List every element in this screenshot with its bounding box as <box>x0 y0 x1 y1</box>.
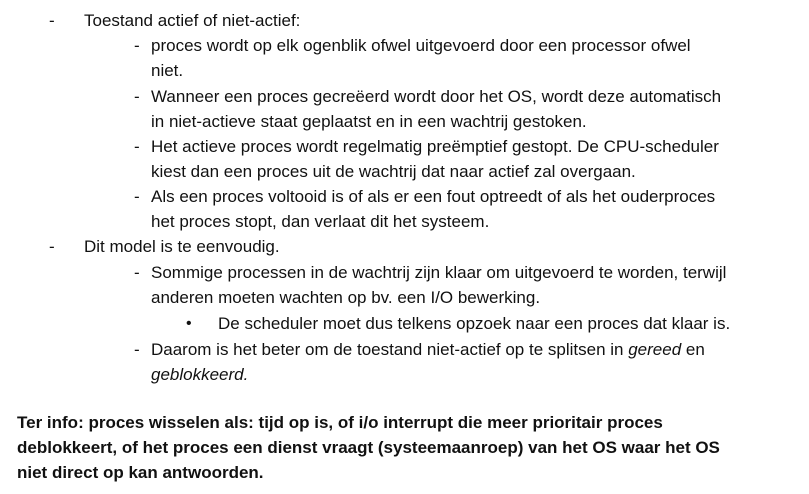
sublist-marker: - <box>134 36 140 55</box>
bullet-item-text: De scheduler moet dus telkens opzoek naar een proces dat klaar is. <box>218 314 731 333</box>
sublist-item-text <box>151 337 705 362</box>
list-marker: - <box>49 11 55 30</box>
sublist-item-text-part: Daarom is het beter om de toestand niet-actief op te splitsen in <box>151 340 629 359</box>
info-note-line: deblokkeert, of het proces een dienst vraagt (systeemaanroep) van het OS waar het OS <box>17 438 720 457</box>
info-note <box>17 410 797 485</box>
sublist-item-text: Sommige processen in de wachtrij zijn klaar om uitgevoerd te worden, terwijl <box>151 263 727 282</box>
bullet-marker: • <box>186 315 192 332</box>
sublist-item-text <box>151 362 248 387</box>
list-marker: - <box>49 237 55 256</box>
sublist-marker: - <box>134 340 140 359</box>
sublist-marker: - <box>134 263 140 282</box>
sublist-item-text: anderen moeten wachten op bv. een I/O bewerking. <box>151 288 541 307</box>
info-note-line: niet direct op kan antwoorden. <box>17 463 264 482</box>
sublist-item-text: in niet-actieve staat geplaatst en in een wachtrij gestoken. <box>151 112 587 131</box>
sublist-item-text: kiest dan een proces uit de wachtrij dat naar actief zal overgaan. <box>151 162 636 181</box>
sublist-item-text: Als een proces voltooid is of als er een fout optreedt of als het ouderproces <box>151 187 716 206</box>
sublist-item-text: Wanneer een proces gecreëerd wordt door het OS, wordt deze automatisch <box>151 87 722 106</box>
sublist-item-text: Het actieve proces wordt regelmatig preëmptief gestopt. De CPU-scheduler <box>151 137 719 156</box>
sublist-item-text: niet. <box>151 61 184 80</box>
sublist-marker: - <box>134 187 140 206</box>
sublist-marker: - <box>134 137 140 156</box>
sublist-item-text: proces wordt op elk ogenblik ofwel uitgevoerd door een processor ofwel <box>151 36 691 55</box>
list-item-heading: Toestand actief of niet-actief: <box>84 11 301 30</box>
sublist-item-text-part: en <box>681 340 705 359</box>
sublist-item-text: het proces stopt, dan verlaat dit het systeem. <box>151 212 490 231</box>
emphasis-geblokkeerd: geblokkeerd. <box>151 365 249 384</box>
info-note-line: Ter info: proces wisselen als: tijd op is, of i/o interrupt die meer prioritair proces <box>17 413 663 432</box>
sublist-marker: - <box>134 87 140 106</box>
emphasis-gereed: gereed <box>628 340 682 359</box>
list-item-heading: Dit model is te eenvoudig. <box>84 237 280 256</box>
